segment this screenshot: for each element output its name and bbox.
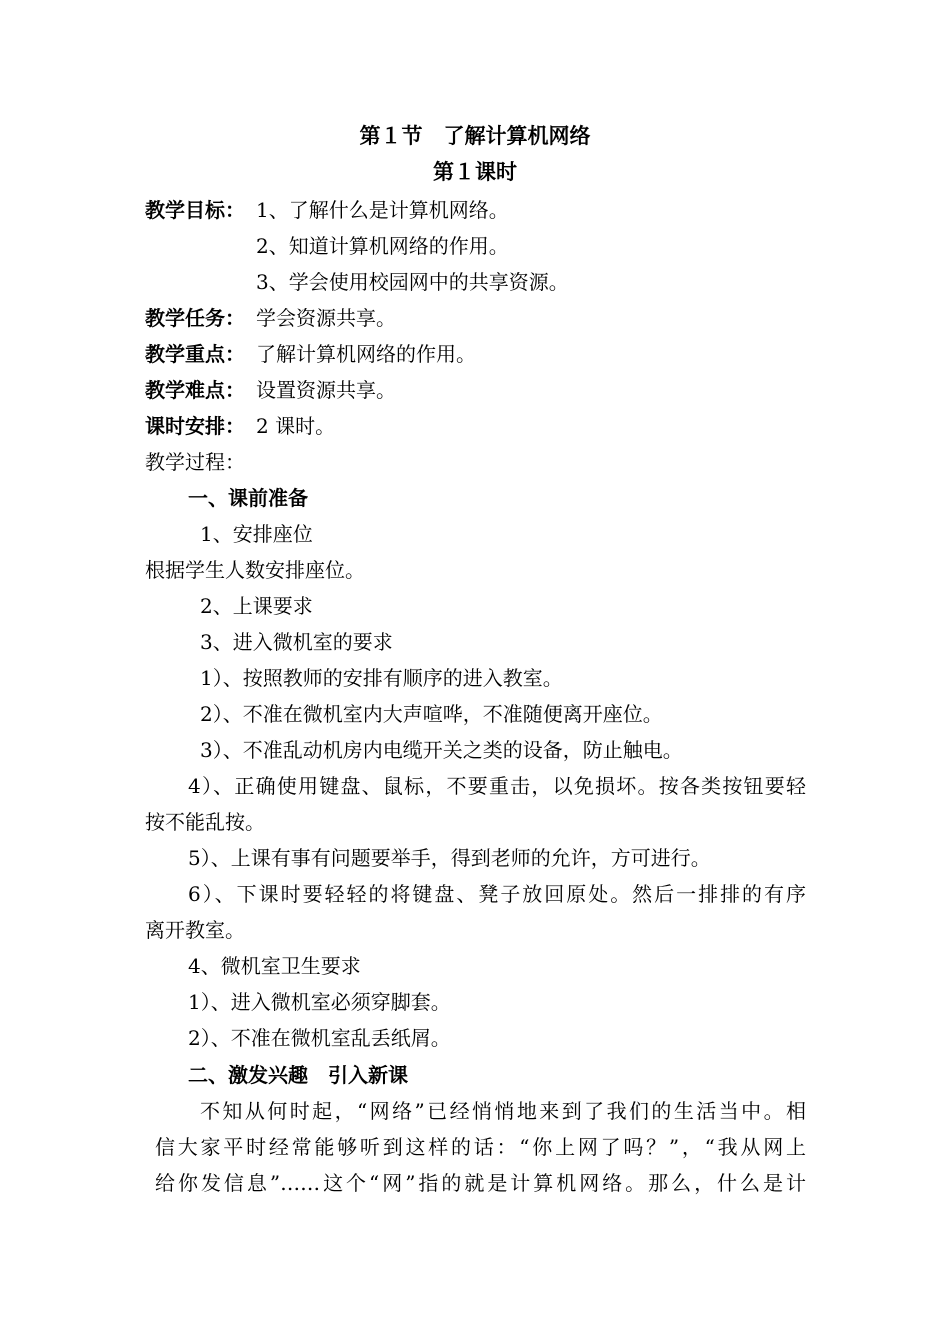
rule-item: 5）、上课有事有问题要举手，得到老师的允许，方可进行。 — [188, 846, 711, 870]
rule-item: 1）、按照教师的安排有顺序的进入教室。 — [200, 666, 563, 690]
section1-heading: 一、课前准备 — [188, 486, 308, 510]
paragraph-line: 不知从何时起，“网络”已经悄悄地来到了我们的生活当中。相 — [200, 1099, 806, 1123]
section1-item1-text: 根据学生人数安排座位。 — [145, 558, 365, 582]
difficulty-label: 教学难点： — [145, 378, 245, 402]
objective-item: 3、学会使用校园网中的共享资源。 — [256, 270, 569, 294]
section1-item4: 4、微机室卫生要求 — [188, 954, 361, 978]
rule-item: 3）、不准乱动机房内电缆开关之类的设备，防止触电。 — [200, 738, 683, 762]
section2-heading: 二、激发兴趣 引入新课 — [188, 1063, 408, 1087]
paragraph-line: 给你发信息”……这个“网”指的就是计算机网络。那么，什么是计 — [155, 1171, 806, 1195]
page-subtitle: 第１课时 — [433, 160, 517, 184]
hygiene-item: 2）、不准在微机室乱丢纸屑。 — [188, 1026, 451, 1050]
rule-item-continued: 按不能乱按。 — [145, 810, 265, 834]
hygiene-item: 1）、进入微机室必须穿脚套。 — [188, 990, 451, 1014]
section1-item1: 1、安排座位 — [200, 522, 313, 546]
objectives-label: 教学目标： — [145, 198, 245, 222]
task-text: 学会资源共享。 — [256, 306, 396, 330]
rule-item: 4）、正确使用键盘、鼠标，不要重击，以免损坏。按各类按钮要轻 — [188, 774, 806, 798]
objective-item: 2、知道计算机网络的作用。 — [256, 234, 509, 258]
focus-text: 了解计算机网络的作用。 — [256, 342, 476, 366]
objective-item: 1、了解什么是计算机网络。 — [256, 198, 509, 222]
difficulty-text: 设置资源共享。 — [256, 378, 396, 402]
rule-item: 2）、不准在微机室内大声喧哗，不准随便离开座位。 — [200, 702, 663, 726]
rule-item: 6）、下课时要轻轻的将键盘、凳子放回原处。然后一排排的有序 — [188, 882, 806, 906]
task-label: 教学任务： — [145, 306, 245, 330]
schedule-text: 2 课时。 — [256, 414, 336, 438]
rule-item-continued: 离开教室。 — [145, 918, 245, 942]
page-title: 第１节 了解计算机网络 — [359, 124, 591, 148]
section1-item3: 3、进入微机室的要求 — [200, 630, 393, 654]
focus-label: 教学重点： — [145, 342, 245, 366]
paragraph-line: 信大家平时经常能够听到这样的话：“你上网了吗？”，“我从网上 — [155, 1135, 806, 1159]
schedule-label: 课时安排： — [145, 414, 245, 438]
process-label: 教学过程： — [145, 450, 245, 474]
section1-item2: 2、上课要求 — [200, 594, 313, 618]
